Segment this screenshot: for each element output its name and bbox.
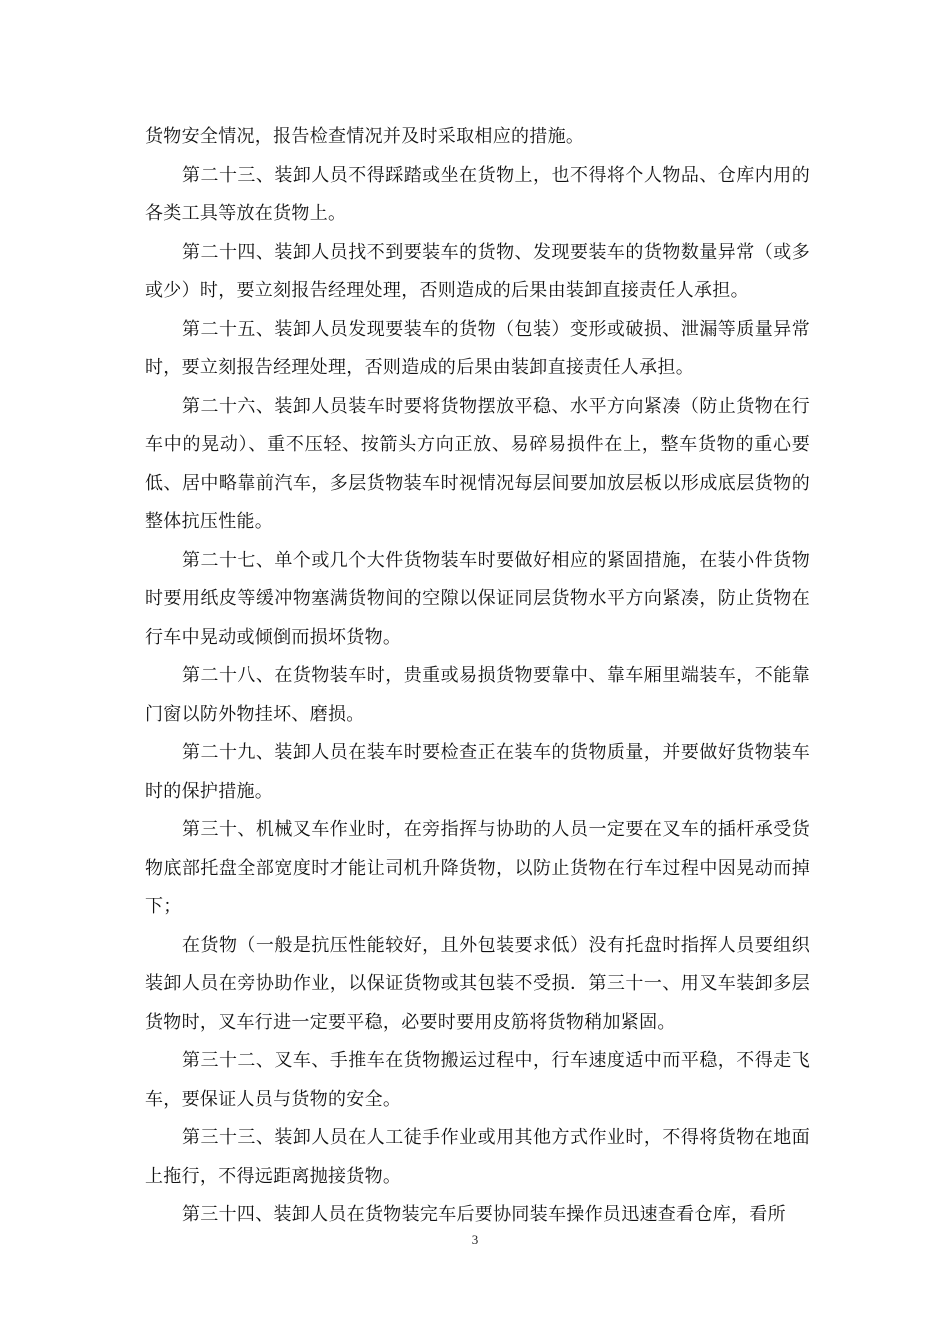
paragraph-article-26: 第二十六、装卸人员装车时要将货物摆放平稳、水平方向紧凑（防止货物在行车中的晃动）、重不压轻、按箭头方向正放、易碎易损件在上，整车货物的重心要低、居中略靠前汽车，多层货物装车时视情况每层间要加放层板以形成底层货物的整体抗压性能。 [145, 395, 810, 532]
paragraph-article-23: 第二十三、装卸人员不得踩踏或坐在货物上，也不得将个人物品、仓库内用的各类工具等放在货物上。 [145, 164, 810, 224]
paragraph-article-25: 第二十五、装卸人员发现要装车的货物（包装）变形或破损、泄漏等质量异常时，要立刻报告经理处理，否则造成的后果由装卸直接责任人承担。 [145, 318, 810, 378]
paragraph-article-27: 第二十七、单个或几个大件货物装车时要做好相应的紧固措施，在装小件货物时要用纸皮等缓冲物塞满货物间的空隙以保证同层货物水平方向紧凑，防止货物在行车中晃动或倾倒而损坏货物。 [145, 549, 810, 648]
paragraph-article-24: 第二十四、装卸人员找不到要装车的货物、发现要装车的货物数量异常（或多或少）时，要立刻报告经理处理，否则造成的后果由装卸直接责任人承担。 [145, 241, 810, 301]
paragraph-article-33: 第三十三、装卸人员在人工徒手作业或用其他方式作业时，不得将货物在地面上拖行，不得远距离抛接货物。 [145, 1127, 810, 1187]
paragraph-article-34: 第三十四、装卸人员在货物装完车后要协同装车操作员迅速查看仓库，看所 [182, 1204, 786, 1225]
paragraph-article-32: 第三十二、叉车、手推车在货物搬运过程中，行车速度适中而平稳，不得走飞车，要保证人员与货物的安全。 [145, 1050, 810, 1110]
paragraph-article-30-31: 在货物（一般是抗压性能较好，且外包装要求低）没有托盘时指挥人员要组织装卸人员在旁协助作业，以保证货物或其包装不受损．第三十一、用叉车装卸多层货物时，叉车行进一定要平稳，必要时要用皮筋将货物稍加紧固。 [145, 934, 810, 1033]
paragraph-article-30: 第三十、机械叉车作业时，在旁指挥与协助的人员一定要在叉车的插杆承受货物底部托盘全部宽度时才能让司机升降货物，以防止货物在行车过程中因晃动而掉下； [145, 819, 810, 917]
body-text [145, 118, 810, 1235]
paragraph-continuation: 货物安全情况，报告检查情况并及时采取相应的措施。 [145, 126, 585, 147]
paragraph-article-28: 第二十八、在货物装车时，贵重或易损货物要靠中、靠车厢里端装车，不能靠门窗以防外物挂坏、磨损。 [145, 665, 810, 725]
page-number: 3 [471, 1232, 479, 1247]
paragraph-article-29: 第二十九、装卸人员在装车时要检查正在装车的货物质量，并要做好货物装车时的保护措施。 [145, 742, 810, 802]
